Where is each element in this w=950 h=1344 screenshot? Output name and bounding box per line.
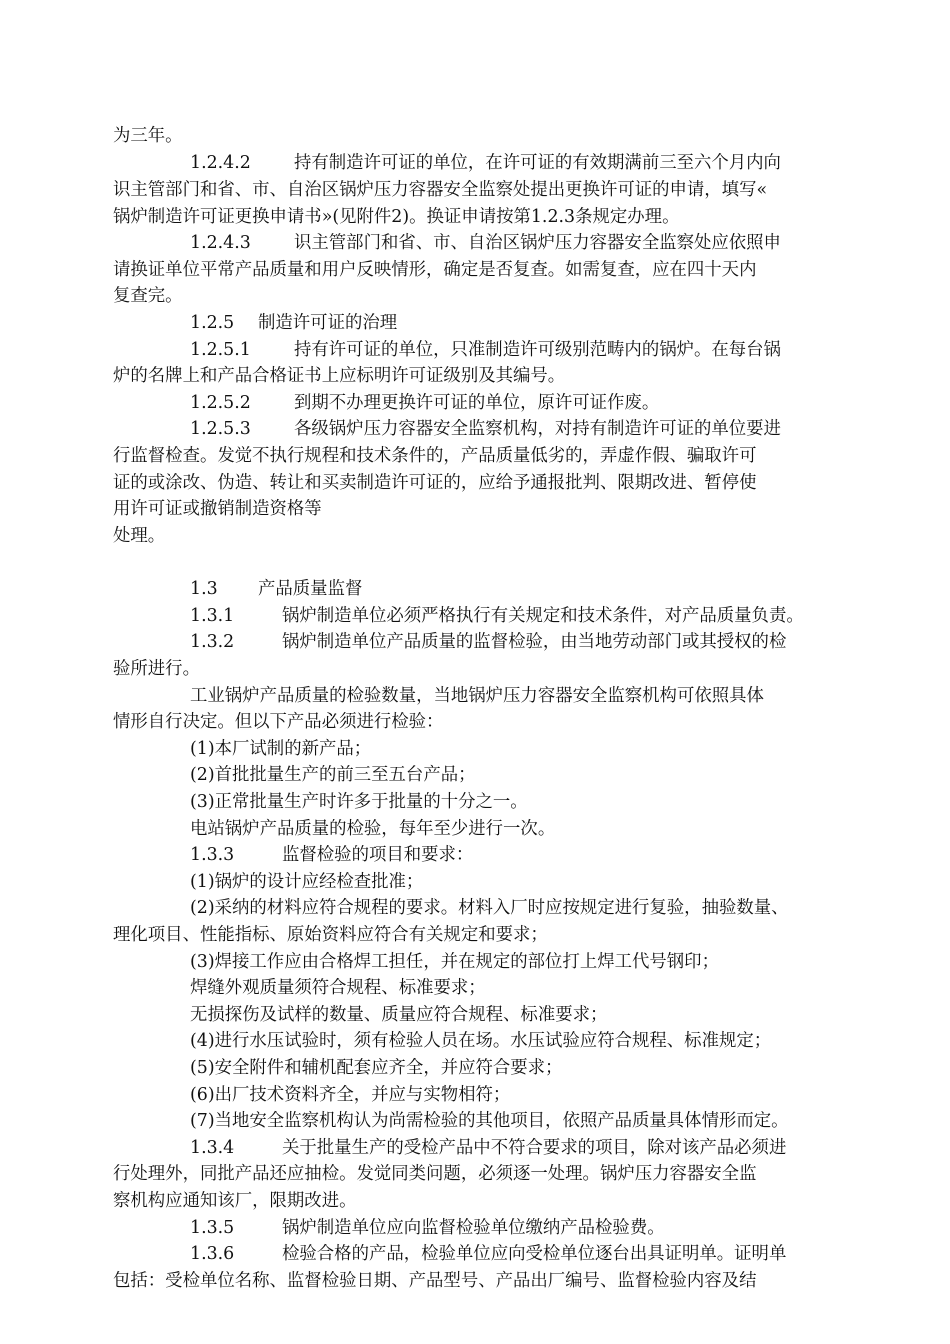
text-line: 炉的名牌上和产品合格证书上应标明许可证级别及其编号。	[113, 366, 566, 386]
list-item: (7)当地安全监察机构认为尚需检验的其他项目，依照产品质量具体情形而定。	[190, 1111, 789, 1131]
section-number: 1.2.5.2	[190, 393, 251, 413]
section-number: 1.3.5	[190, 1218, 235, 1238]
text-line: 包括：受检单位名称、监督检验日期、产品型号、产品出厂编号、监督检验内容及结	[113, 1271, 757, 1291]
section-number: 1.3.1	[190, 606, 235, 626]
section-number: 1.2.4.3	[190, 233, 251, 253]
list-item: (3)焊接工作应由合格焊工担任，并在规定的部位打上焊工代号钢印；	[190, 952, 719, 972]
paragraph-1-3-5: 1.3.5 锅炉制造单位应向监督检验单位缴纳产品检验费。	[190, 1218, 665, 1238]
section-number: 1.3.4	[190, 1138, 235, 1158]
text-line: 察机构应通知该厂，限期改进。	[113, 1191, 357, 1211]
text-line: 工业锅炉产品质量的检验数量，当地锅炉压力容器安全监察机构可依照具体	[190, 686, 764, 706]
list-item: (6)出厂技术资料齐全，并应与实物相符；	[190, 1085, 511, 1105]
list-item: (2)首批批量生产的前三至五台产品；	[190, 765, 476, 785]
section-number: 1.3.6	[190, 1244, 235, 1264]
list-item: (4)进行水压试验时，须有检验人员在场。水压试验应符合规程、标准规定；	[190, 1031, 772, 1051]
paragraph-1-2-5-3: 1.2.5.3 各级锅炉压力容器安全监察机构，对持有制造许可证的单位要进	[190, 419, 781, 439]
list-item: (5)安全附件和辅机配套应齐全，并应符合要求；	[190, 1058, 563, 1078]
section-number: 1.2.5.3	[190, 419, 251, 439]
section-number: 1.3.2	[190, 632, 235, 652]
paragraph-1-3-4: 1.3.4 关于批量生产的受检产品中不符合要求的项目，除对该产品必须进	[190, 1138, 787, 1158]
text-line: 行监督检查。发觉不执行规程和技术条件的，产品质量低劣的，弄虚作假、骗取许可	[113, 446, 757, 466]
paragraph-1-3-2: 1.3.2 锅炉制造单位产品质量的监督检验，由当地劳动部门或其授权的检	[190, 632, 787, 652]
heading-1-3: 1.3 产品质量监督	[190, 579, 363, 599]
paragraph-1-3-3: 1.3.3 监督检验的项目和要求：	[190, 845, 474, 865]
text-line: 锅炉制造许可证更换申请书»(见附件2)。换证申请按第1.2.3条规定办理。	[113, 207, 680, 227]
text-line: 请换证单位平常产品质量和用户反映情形，确定是否复查。如需复查，应在四十天内	[113, 260, 757, 280]
list-item: 无损探伤及试样的数量、质量应符合规程、标准要求；	[190, 1005, 608, 1025]
paragraph-1-2-4-2: 1.2.4.2 持有制造许可证的单位，在许可证的有效期满前三至六个月内向	[190, 153, 781, 173]
paragraph-1-3-1: 1.3.1 锅炉制造单位必须严格执行有关规定和技术条件，对产品质量负责。	[190, 606, 804, 626]
text-line: 复查完。	[113, 286, 183, 306]
text-line: 用许可证或撤销制造资格等	[113, 499, 322, 519]
text-line: 证的或涂改、伪造、转让和买卖制造许可证的，应给予通报批判、限期改进、暂停使	[113, 473, 757, 493]
paragraph-1-3-6: 1.3.6 检验合格的产品，检验单位应向受检单位逐台出具证明单。证明单	[190, 1244, 787, 1264]
text-line: 理化项目、性能指标、原始资料应符合有关规定和要求；	[113, 925, 548, 945]
section-number: 1.2.5	[190, 313, 235, 333]
paragraph-1-2-4-3: 1.2.4.3 识主管部门和省、市、自治区锅炉压力容器安全监察处应依照申	[190, 233, 781, 253]
text-line: 情形自行决定。但以下产品必须进行检验：	[113, 712, 444, 732]
section-number: 1.3.3	[190, 845, 235, 865]
text-line: 识主管部门和省、市、自治区锅炉压力容器安全监察处提出更换许可证的申请，填写«	[113, 180, 768, 200]
text-line: 为三年。	[113, 126, 183, 146]
section-number: 1.2.5.1	[190, 340, 251, 360]
paragraph-1-2-5-1: 1.2.5.1 持有许可证的单位，只准制造许可级别范畴内的锅炉。在每台锅	[190, 340, 781, 360]
section-number: 1.2.4.2	[190, 153, 251, 173]
section-number: 1.3	[190, 579, 218, 599]
text-line: 处理。	[113, 526, 166, 546]
list-item: 焊缝外观质量须符合规程、标准要求；	[190, 978, 486, 998]
list-item: (1)锅炉的设计应经检查批准；	[190, 872, 424, 892]
list-item: (2)采纳的材料应符合规程的要求。材料入厂时应按规定进行复验，抽验数量、	[190, 898, 789, 918]
text-line: 电站锅炉产品质量的检验，每年至少进行一次。	[190, 819, 556, 839]
list-item: (1)本厂试制的新产品；	[190, 739, 372, 759]
text-line: 行处理外，同批产品还应抽检。发觉同类问题，必须逐一处理。锅炉压力容器安全监	[113, 1164, 757, 1184]
paragraph-1-2-5-2: 1.2.5.2 到期不办理更换许可证的单位，原许可证作废。	[190, 393, 660, 413]
list-item: (3)正常批量生产时许多于批量的十分之一。	[190, 792, 528, 812]
heading-1-2-5: 1.2.5 制造许可证的治理	[190, 313, 398, 333]
text-line: 验所进行。	[113, 659, 200, 679]
